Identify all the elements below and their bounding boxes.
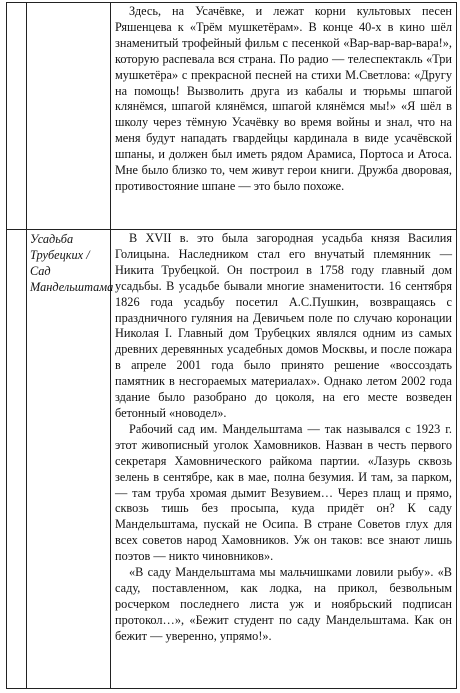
paragraph: «В саду Мандельштама мы мальчишками ловили рыбу». «В саду, поставленном, как лодка, на прикол, безвольным росчерком последнего листа уж и ноябрьский подписан протокол…», «Бежит студент по саду Мандельштама. Как он бежит — уверенно, упрямо!». [115,565,452,643]
number-cell [7,3,27,230]
row-label: Усадьба Трубецких / Сад Мандельштама [30,232,114,294]
document-page [6,2,456,691]
paragraph: Здесь, на Усачёвке, и лежат корни культовых песен Ряшенцева к «Трём мушкетёрам». В конце 40-х в кино шёл знаменитый трофейный фильм с песенкой «Вар-вар-вар-вара!», которую распевала вся страна. По радио — телеспектакль «Три мушкетёра» с прекрасной песней на стихи М.Светлова: «Другу на помощь! Вызволить друга из кабалы и тюрьмы шпагой клянёмся, шпагой клянёмся, шпагой клянёмся мы!» «Я шёл в школу через тёмную Усачёвку во время войны и знал, что на меня будут нападать гвардейцы кардинала в виде усачёвской шпаны, и должен был иметь рядом Арамиса, Портоса и Атоса. Мне было близко то, чем живут герои книги. Дружба дворовая, противостояние шпане — это было похоже. [115,4,452,193]
paragraph: Рабочий сад им. Мандельштама — так назывался с 1923 г. этот живописный уголок Хамовников. Назван в честь первого секретаря Хамовнического райкома партии. «Лазурь сквозь зелень в сентябре, как в мае, полна безумия. И там, за парком, — там труба хромая дымит Везувием… Через плащ и прямо, сквозь тишь без просыпа, куда придёт он? К саду Мандельштама, пускай не Осипа. В стране Советов глух для всех советов народ Хамовников. Уж он таков: все знают лишь поэтов — никто чиновников». [115,421,452,564]
content-table [6,2,457,689]
table-row [7,230,457,689]
label-cell [27,3,111,230]
row-label [27,3,110,5]
table-row [7,3,457,230]
text-cell [111,230,457,689]
number-cell [7,230,27,689]
text-cell [111,3,457,230]
paragraph: В XVII в. это была загородная усадьба князя Василия Голицына. Наследником стал его внучатый племянник — Никита Трубецкой. Он построил в 1758 году главный дом усадьбы. В усадьбе бывали многие знаменитости. 16 сентября 1826 года усадьбу посетил А.С.Пушкин, возвращаясь с праздничного гуляния на Девичьем поле по случаю коронации Николая I. Главный дом Трубецких являлся одним из самых древних деревянных усадебных домов Москвы, и после пожара в апреле 2001 года было принято решение «воссоздать памятник в несгораемых материалах». Однако летом 2002 года здание было разобрано до цоколя, на его месте возведен бетонный «новодел». [115,231,452,420]
label-cell [27,230,114,689]
